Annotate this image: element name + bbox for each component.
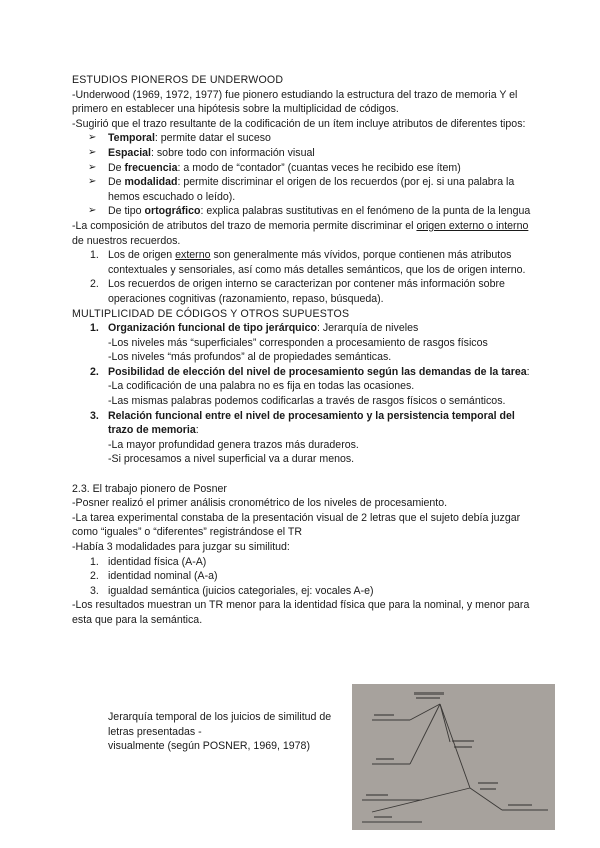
assumptions-list — [72, 321, 532, 467]
paragraph-posner-results: -Los resultados muestran un TR menor para la identidad física que para la nominal, y menor para esta que para la semántica. — [72, 599, 530, 626]
modes-list — [72, 555, 532, 599]
list-item: 3. igualdad semántica (juicios categoriales, ej: vocales A-e) — [90, 584, 374, 597]
list-item: ➢ De tipo ortográfico: explica palabras sustitutivas en el fenómeno de la punta de la lengua — [88, 205, 531, 218]
list-item: 3. Relación funcional entre el nivel de procesamiento y la persistencia temporal del trazo de memoria: -La mayor profundidad genera trazos más duraderos. -Si procesamos a nivel superficial va a durar menos. — [90, 409, 515, 466]
arrow-bullet-icon: ➢ — [88, 132, 97, 144]
list-item: ➢ De modalidad: permite discriminar el origen de los recuerdos (por ej. si una palabra la hemos escuchado o leído). — [88, 176, 515, 203]
arrow-bullet-icon: ➢ — [88, 176, 97, 188]
arrow-bullet-icon: ➢ — [88, 161, 97, 173]
posner-hierarchy-figure — [352, 684, 555, 830]
section-title-posner: 2.3. El trabajo pionero de Posner — [72, 482, 227, 495]
paragraph-posner-1: -Posner realizó el primer análisis cronométrico de los niveles de procesamiento. — [72, 497, 448, 510]
list-item: 1. identidad física (A-A) — [90, 555, 207, 568]
document-body — [72, 73, 532, 628]
list-item: ➢ Temporal: permite datar el suceso — [88, 132, 271, 145]
paragraph-posner-3: -Había 3 modalidades para juzgar su similitud: — [72, 541, 290, 553]
section-title-underwood: ESTUDIOS PIONEROS DE UNDERWOOD — [72, 74, 284, 86]
list-item: 1. Los de origen externo son generalmente más vívidos, porque contienen más atributos contextuales y sensoriales, así como más detalles semánticos, que los de origen interno. — [90, 249, 526, 276]
paragraph-underwood-intro: -Underwood (1969, 1972, 1977) fue pionero estudiando la estructura del trazo de memoria Y el primero en establecer una hipótesis sobre la multiplicidad de códigos. — [72, 88, 518, 116]
paragraph-attributes-intro: -Sugirió que el trazo resultante de la codificación de un ítem incluye atributos de diferentes tipos: — [72, 117, 526, 130]
figure-caption: Jerarquía temporal de los juicios de similitud de letras presentadas - visualmente (según POSNER, 1969, 1978) — [108, 711, 332, 753]
paragraph-posner-2: -La tarea experimental constaba de la presentación visual de 2 letras que el sujeto debía juzgar como “iguales” o “diferentes” registrándose el TR — [72, 511, 521, 539]
list-item: ➢ Espacial: sobre todo con información visual — [88, 146, 315, 159]
list-item: 1. Organización funcional de tipo jerárquico: Jerarquía de niveles -Los niveles más “superficiales” corresponden a procesamiento de rasgos físicos -Los niveles “más profundos” al de propiedades semánticas. — [90, 322, 488, 364]
hierarchy-diagram-image — [352, 684, 555, 830]
origin-list — [72, 248, 532, 306]
list-item: ➢ De frecuencia: a modo de “contador” (cuantas veces he recibido ese ítem) — [88, 161, 461, 174]
list-item: 2. Posibilidad de elección del nivel de procesamiento según las demandas de la tarea: -La codificación de una palabra no es fija en todas las ocasiones. -Las mismas palabras podemos codificarlas a través de rasgos físicos o semánticos. — [90, 365, 530, 408]
arrow-bullet-icon: ➢ — [88, 146, 97, 158]
arrow-bullet-icon: ➢ — [88, 205, 97, 217]
section-title-multiplicidad: MULTIPLICIDAD DE CÓDIGOS Y OTROS SUPUESTOS — [72, 307, 350, 320]
attribute-list — [72, 131, 532, 219]
paragraph-composition: -La composición de atributos del trazo de memoria permite discriminar el origen externo o interno de nuestros recuerdos. — [72, 219, 529, 247]
list-item: 2. Los recuerdos de origen interno se caracterizan por contener más información sobre operaciones cognitivas (razonamiento, repaso, búsqueda). — [90, 278, 505, 305]
underlined-term: origen externo o interno — [416, 219, 529, 232]
list-item: 2. identidad nominal (A-a) — [90, 570, 218, 583]
